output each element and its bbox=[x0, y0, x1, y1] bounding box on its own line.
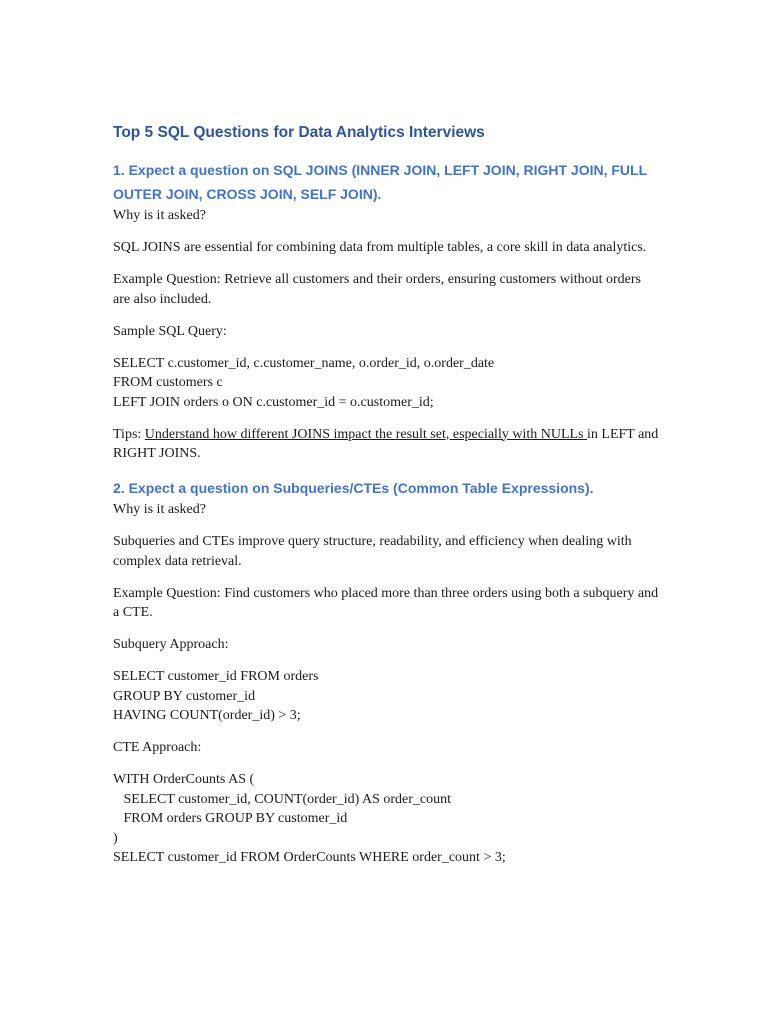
code-line: SELECT customer_id FROM OrderCounts WHERE order_count > 3; bbox=[113, 850, 506, 865]
section-2-reason: Subqueries and CTEs improve query structure, readability, and efficiency when dealing with complex data retrieval. bbox=[113, 534, 632, 569]
document-title: Top 5 SQL Questions for Data Analytics Interviews bbox=[113, 124, 485, 141]
section-1-code-block bbox=[113, 354, 661, 413]
cte-label: CTE Approach: bbox=[113, 740, 202, 755]
code-line: LEFT JOIN orders o ON c.customer_id = o.customer_id; bbox=[113, 394, 434, 410]
section-1-reason: SQL JOINS are essential for combining data from multiple tables, a core skill in data analytics. bbox=[113, 240, 647, 255]
code-line: GROUP BY customer_id bbox=[113, 688, 256, 704]
section-2-example: Example Question: Find customers who placed more than three orders using both a subquery and a CTE. bbox=[113, 585, 659, 620]
code-line: HAVING COUNT(order_id) > 3; bbox=[113, 708, 301, 723]
section-1-tips bbox=[113, 425, 661, 464]
tips-rest-text: in LEFT and RIGHT JOINS. bbox=[113, 426, 659, 461]
document-page bbox=[113, 122, 661, 880]
code-line: FROM orders GROUP BY customer_id bbox=[113, 811, 348, 826]
section-1-why: Why is it asked? bbox=[113, 208, 206, 223]
section-2-heading: 2. Expect a question on Subqueries/CTEs (Common Table Expressions). bbox=[113, 480, 594, 496]
code-line: ) bbox=[113, 830, 118, 846]
section-1-example: Example Question: Retrieve all customers and their orders, ensuring customers without orders are also included. bbox=[113, 272, 641, 307]
code-line: SELECT customer_id FROM orders bbox=[113, 669, 319, 684]
code-line: FROM customers c bbox=[113, 375, 223, 390]
subquery-label: Subquery Approach: bbox=[113, 637, 229, 652]
code-line: SELECT customer_id, COUNT(order_id) AS order_count bbox=[113, 791, 452, 807]
cte-code-block bbox=[113, 770, 661, 868]
section-1-heading: 1. Expect a question on SQL JOINS (INNER JOIN, LEFT JOIN, RIGHT JOIN, FULL OUTER JOIN, CROSS JOIN, SELF JOIN). bbox=[113, 162, 647, 202]
tips-underlined-text: Understand how different JOINS impact the result set, especially with NULLs bbox=[144, 426, 587, 442]
tips-label: Tips: bbox=[113, 426, 145, 442]
section-1-sample-label: Sample SQL Query: bbox=[113, 323, 227, 339]
section-2-why: Why is it asked? bbox=[113, 502, 206, 517]
code-line: WITH OrderCounts AS ( bbox=[113, 772, 255, 787]
subquery-code-block bbox=[113, 667, 661, 726]
code-line: SELECT c.customer_id, c.customer_name, o.order_id, o.order_date bbox=[113, 355, 495, 371]
